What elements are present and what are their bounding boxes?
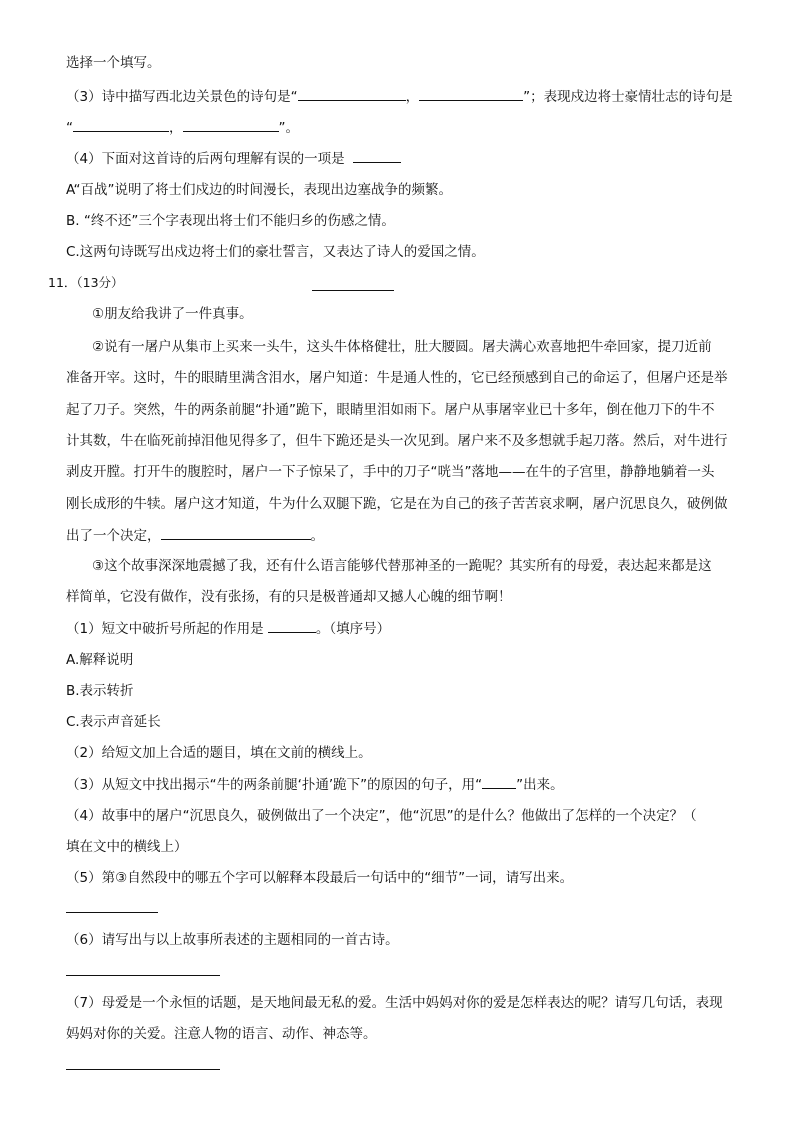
q11-para2-line: 起了刀子。突然，牛的两条前腿“扑通”跪下，眼睛里泪如雨下。屠户从事屠宰业已十多年，倒在他刀下的牛不 — [66, 402, 715, 418]
q11-sub1-end: 。（填序号） — [315, 621, 391, 637]
q11-para2-period: 。 — [310, 528, 324, 544]
q11-sub1-option-a: A.解释说明 — [66, 652, 134, 668]
q10-sub3-line1 — [66, 86, 733, 107]
q11-sub1-option-b: B.表示转折 — [66, 683, 134, 699]
q11-header: 11．（13分） — [48, 275, 124, 290]
q11-para1: ①朋友给我讲了一件真事。 — [92, 306, 253, 322]
q11-para2-line: 刚长成形的牛犊。屠户这才知道，牛为什么双腿下跪，它是在为自己的孩子苦苦哀求啊，屠户沉思良久，破例做 — [66, 496, 728, 512]
q11-para2-last-text: 出了一个决定， — [66, 528, 161, 544]
q11-sub1-text: （1）短文中破折号所起的作用是 — [66, 621, 264, 637]
q11-para2-line: 计其数，牛在临死前掉泪他见得多了，但牛下跪还是头一次见到。屠户来不及多想就手起刀落。然后，对牛进行 — [66, 433, 728, 449]
q10-sub3-blank-4[interactable] — [183, 117, 279, 132]
q10-option-a: A“百战”说明了将士们戍边的时间漫长，表现出边塞战争的频繁。 — [66, 182, 452, 198]
q11-sub7-line1: （7）母爱是一个永恒的话题，是天地间最无私的爱。生活中妈妈对你的爱是怎样表达的呢？请写几句话，表现 — [66, 995, 723, 1011]
q11-sub3-end: ”出来。 — [516, 777, 564, 793]
q11-para2-line: ②说有一屠户从集市上买来一头牛，这头牛体格健壮，肚大腰圆。屠夫满心欢喜地把牛牵回家，提刀近前 — [92, 339, 712, 355]
q11-para3-line: 样简单，它没有做作，没有张扬，有的只是极普通却又撼人心魄的细节啊！ — [66, 589, 512, 605]
q11-sub1-option-c: C.表示声音延长 — [66, 714, 161, 730]
q11-sub2: （2）给短文加上合适的题目，填在文前的横线上。 — [66, 745, 372, 761]
q10-sub3-close: ”。 — [278, 120, 299, 136]
q10-sub3-blank-2[interactable] — [419, 86, 523, 101]
q10-sub3-open-quote: “ — [66, 120, 73, 136]
q11-sub7-answer-line[interactable] — [66, 1069, 220, 1070]
q11-sub4-line2: 填在文中的横线上） — [66, 839, 188, 855]
q11-sub5-answer-line[interactable] — [66, 912, 158, 913]
q10-sub3-blank-1[interactable] — [298, 86, 406, 101]
q10-sub4 — [66, 148, 401, 169]
q11-para2-last — [66, 525, 324, 546]
q10-sub3-comma-2: ， — [169, 120, 183, 136]
q10-option-c: C.这两句诗既写出戍边将士们的豪壮誓言，又表达了诗人的爱国之情。 — [66, 244, 485, 260]
q11-sub1-blank[interactable] — [268, 618, 316, 633]
q11-sub6: （6）请写出与以上故事所表述的主题相同的一首古诗。 — [66, 932, 399, 948]
q11-sub7-line2: 妈妈对你的关爱。注意人物的语言、动作、神态等。 — [66, 1026, 377, 1042]
q11-sub5: （5）第③自然段中的哪五个字可以解释本段最后一句话中的“细节”一词，请写出来。 — [66, 870, 574, 886]
q10-sub3-blank-3[interactable] — [73, 117, 169, 132]
q11-title-blank[interactable] — [312, 290, 394, 291]
q11-para2-line: 剥皮开膛。打开牛的腹腔时，屠户一下子惊呆了，手中的刀子“咣当”落地——在牛的子宫里，静静地躺着一头 — [66, 464, 715, 480]
q10-option-b: B. “终不还”三个字表现出将士们不能归乡的伤感之情。 — [66, 213, 395, 229]
q10-sub4-text: （4）下面对这首诗的后两句理解有误的一项是 — [66, 151, 345, 167]
q10-sub3-text-c: ”；表现戍边将士豪情壮志的诗句是 — [523, 89, 733, 105]
q11-sub3 — [66, 774, 564, 795]
q11-decision-blank[interactable] — [161, 525, 311, 540]
q10-sub3-line2 — [66, 117, 299, 138]
q10-sub4-blank[interactable] — [353, 148, 401, 163]
q11-para2-line: 准备开宰。这时，牛的眼睛里满含泪水，屠户知道：牛是通人性的，它已经预感到自己的命运了，但屠户还是举 — [66, 370, 728, 386]
q10-sub3-comma: ， — [405, 89, 420, 105]
q10-intro-tail: 选择一个填写。 — [66, 55, 161, 71]
q11-sub6-answer-line[interactable] — [66, 975, 220, 976]
q11-sub1 — [66, 618, 390, 639]
q11-sub4-line1: （4）故事中的屠户“沉思良久，破例做出了一个决定”，他“沉思”的是什么？他做出了怎样的一个决定？（ — [66, 808, 697, 824]
q10-sub3-text-a: （3）诗中描写西北边关景色的诗句是“ — [66, 89, 298, 105]
q11-para3-line: ③这个故事深深地震撼了我，还有什么语言能够代替那神圣的一跪呢？其实所有的母爱，表达起来都是这 — [92, 558, 712, 574]
q11-sub3-text: （3）从短文中找出揭示“牛的两条前腿‘扑通’跪下”的原因的句子，用“ — [66, 777, 483, 793]
q11-sub3-blank[interactable] — [482, 774, 516, 789]
